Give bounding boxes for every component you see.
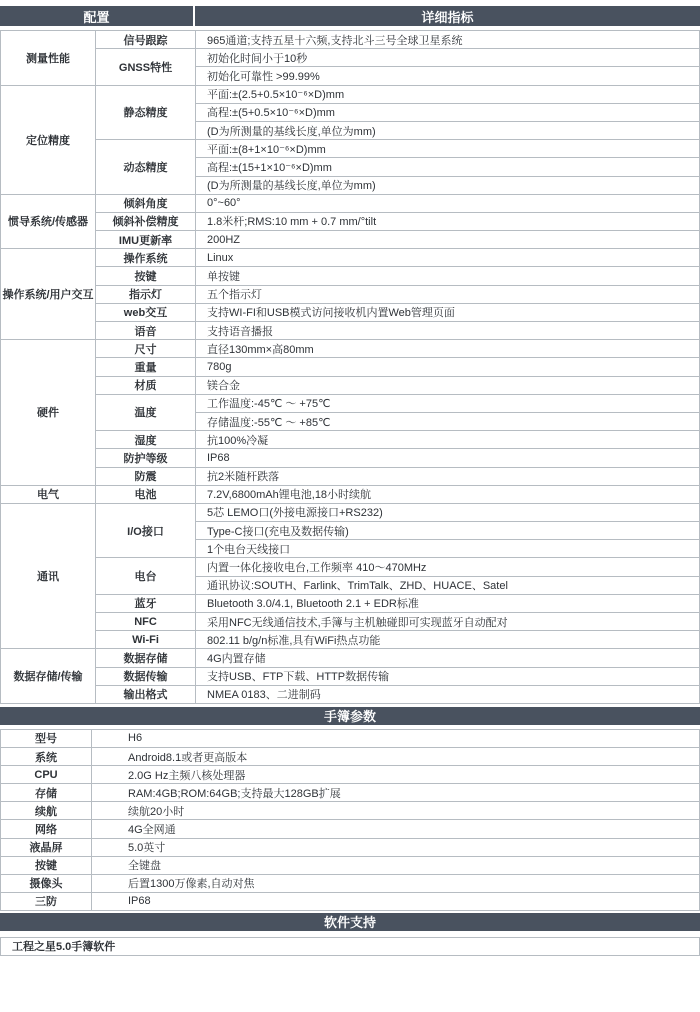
- spec-header-bar: [0, 6, 700, 26]
- handheld-value-cell: Android8.1或者更高版本: [92, 748, 700, 766]
- spec-row: [1, 249, 700, 267]
- spec-value-cell: (D为所测量的基线长度,单位为mm): [196, 176, 700, 194]
- category-cell: 通讯: [1, 503, 96, 649]
- spec-value-cell: (D为所测量的基线长度,单位为mm): [196, 121, 700, 139]
- spec-label-cell: 语音: [96, 322, 196, 340]
- spec-value-cell: 平面:±(2.5+0.5×10⁻⁶×D)mm: [196, 85, 700, 103]
- spec-label-cell: Wi-Fi: [96, 631, 196, 649]
- category-cell: 电气: [1, 485, 96, 503]
- category-cell: 操作系统/用户交互: [1, 249, 96, 340]
- spec-row: [1, 558, 700, 576]
- spec-label-cell: 倾斜补偿精度: [96, 212, 196, 230]
- category-cell: 定位精度: [1, 85, 96, 194]
- handheld-table: [0, 729, 700, 911]
- handheld-label-cell: 三防: [1, 892, 92, 910]
- spec-label-cell: 重量: [96, 358, 196, 376]
- spec-row: [1, 140, 700, 158]
- spec-value-cell: 初始化时间小于10秒: [196, 49, 700, 67]
- spec-row: [1, 667, 700, 685]
- config-column-header: 配置: [0, 6, 195, 26]
- spec-value-cell: 高程:±(5+0.5×10⁻⁶×D)mm: [196, 103, 700, 121]
- spec-row: [1, 231, 700, 249]
- spec-row: [1, 685, 700, 703]
- handheld-label-cell: 摄像头: [1, 874, 92, 892]
- spec-value-cell: 802.11 b/g/n标准,具有WiFi热点功能: [196, 631, 700, 649]
- spec-label-cell: NFC: [96, 613, 196, 631]
- spec-row: [1, 449, 700, 467]
- spec-row: [1, 649, 700, 667]
- handheld-row: [1, 838, 700, 856]
- spec-row: [1, 613, 700, 631]
- spec-row: [1, 285, 700, 303]
- category-cell: 测量性能: [1, 31, 96, 86]
- spec-table-body: [1, 31, 700, 704]
- spec-label-cell: 温度: [96, 394, 196, 430]
- handheld-table-body: [1, 729, 700, 910]
- handheld-label-cell: 网络: [1, 820, 92, 838]
- spec-value-cell: IP68: [196, 449, 700, 467]
- spec-label-cell: 动态精度: [96, 140, 196, 195]
- spec-label-cell: web交互: [96, 303, 196, 321]
- handheld-row: [1, 820, 700, 838]
- spec-row: [1, 31, 700, 49]
- handheld-value-cell: 后置1300万像素,自动对焦: [92, 874, 700, 892]
- spec-row: [1, 467, 700, 485]
- handheld-value-cell: 2.0G Hz主频八核处理器: [92, 766, 700, 784]
- spec-value-cell: 4G内置存储: [196, 649, 700, 667]
- handheld-row: [1, 802, 700, 820]
- handheld-label-cell: 液晶屏: [1, 838, 92, 856]
- handheld-row: [1, 729, 700, 747]
- spec-value-cell: 存储温度:-55℃ ～ +85℃: [196, 412, 700, 430]
- spec-label-cell: 数据存储: [96, 649, 196, 667]
- spec-label-cell: 操作系统: [96, 249, 196, 267]
- handheld-row: [1, 784, 700, 802]
- category-cell: 惯导系统/传感器: [1, 194, 96, 249]
- spec-value-cell: 通讯协议:SOUTH、Farlink、TrimTalk、ZHD、HUACE、Satel: [196, 576, 700, 594]
- spec-value-cell: 工作温度:-45℃ ～ +75℃: [196, 394, 700, 412]
- spec-row: [1, 358, 700, 376]
- spec-row: [1, 267, 700, 285]
- spec-value-cell: 抗2米随杆跌落: [196, 467, 700, 485]
- spec-value-cell: 965通道;支持五星十六频,支持北斗三号全球卫星系统: [196, 31, 700, 49]
- handheld-row: [1, 856, 700, 874]
- spec-row: [1, 376, 700, 394]
- spec-label-cell: I/O接口: [96, 503, 196, 558]
- spec-value-cell: 780g: [196, 358, 700, 376]
- spec-row: [1, 485, 700, 503]
- spec-label-cell: IMU更新率: [96, 231, 196, 249]
- spec-value-cell: 7.2V,6800mAh锂电池,18小时续航: [196, 485, 700, 503]
- spec-label-cell: 数据传输: [96, 667, 196, 685]
- spec-value-cell: 1.8米杆;RMS:10 mm + 0.7 mm/°tilt: [196, 212, 700, 230]
- spec-value-cell: 镁合金: [196, 376, 700, 394]
- spec-label-cell: 电池: [96, 485, 196, 503]
- spec-value-cell: 直径130mm×高80mm: [196, 340, 700, 358]
- spec-row: [1, 340, 700, 358]
- spec-label-cell: 材质: [96, 376, 196, 394]
- handheld-value-cell: RAM:4GB;ROM:64GB;支持最大128GB扩展: [92, 784, 700, 802]
- spec-value-cell: Linux: [196, 249, 700, 267]
- spec-row: [1, 49, 700, 67]
- spec-label-cell: 倾斜角度: [96, 194, 196, 212]
- spec-row: [1, 194, 700, 212]
- spec-table: [0, 30, 700, 704]
- spec-value-cell: 支持语音播报: [196, 322, 700, 340]
- spec-label-cell: 按键: [96, 267, 196, 285]
- handheld-value-cell: 5.0英寸: [92, 838, 700, 856]
- spec-label-cell: 指示灯: [96, 285, 196, 303]
- handheld-row: [1, 766, 700, 784]
- spec-row: [1, 631, 700, 649]
- software-item: 工程之星5.0手簿软件: [0, 937, 700, 956]
- spec-value-cell: 200HZ: [196, 231, 700, 249]
- category-cell: 数据存储/传输: [1, 649, 96, 704]
- spec-value-cell: 5芯 LEMO口(外接电源接口+RS232): [196, 503, 700, 521]
- spec-label-cell: GNSS特性: [96, 49, 196, 85]
- handheld-label-cell: 续航: [1, 802, 92, 820]
- spec-label-cell: 防护等级: [96, 449, 196, 467]
- spec-label-cell: 防震: [96, 467, 196, 485]
- spec-label-cell: 信号跟踪: [96, 31, 196, 49]
- spec-value-cell: 采用NFC无线通信技术,手簿与主机触碰即可实现蓝牙自动配对: [196, 613, 700, 631]
- category-cell: 硬件: [1, 340, 96, 486]
- spec-value-cell: 0°~60°: [196, 194, 700, 212]
- handheld-value-cell: H6: [92, 729, 700, 747]
- handheld-row: [1, 874, 700, 892]
- handheld-row: [1, 892, 700, 910]
- spec-label-cell: 尺寸: [96, 340, 196, 358]
- spec-row: [1, 85, 700, 103]
- handheld-section-bar: [0, 707, 700, 725]
- spec-row: [1, 322, 700, 340]
- detail-column-header: 详细指标: [421, 9, 474, 25]
- spec-value-cell: 五个指示灯: [196, 285, 700, 303]
- handheld-label-cell: 型号: [1, 729, 92, 747]
- software-section-title: 软件支持: [323, 915, 376, 931]
- spec-row: [1, 431, 700, 449]
- spec-value-cell: Type-C接口(充电及数据传输): [196, 522, 700, 540]
- handheld-row: [1, 748, 700, 766]
- spec-row: [1, 503, 700, 521]
- spec-value-cell: 1个电台天线接口: [196, 540, 700, 558]
- spec-value-cell: 内置一体化接收电台,工作频率 410～470MHz: [196, 558, 700, 576]
- handheld-value-cell: 4G全网通: [92, 820, 700, 838]
- handheld-section-title: 手簿参数: [323, 709, 376, 725]
- spec-value-cell: 支持USB、FTP下载、HTTP数据传输: [196, 667, 700, 685]
- spec-label-cell: 输出格式: [96, 685, 196, 703]
- spec-value-cell: NMEA 0183、二进制码: [196, 685, 700, 703]
- handheld-label-cell: 按键: [1, 856, 92, 874]
- software-section-bar: [0, 913, 700, 931]
- spec-row: [1, 594, 700, 612]
- spec-value-cell: 支持WI-FI和USB模式访问接收机内置Web管理页面: [196, 303, 700, 321]
- handheld-value-cell: 续航20小时: [92, 802, 700, 820]
- spec-value-cell: 平面:±(8+1×10⁻⁶×D)mm: [196, 140, 700, 158]
- spec-label-cell: 电台: [96, 558, 196, 594]
- spec-value-cell: Bluetooth 3.0/4.1, Bluetooth 2.1 + EDR标准: [196, 594, 700, 612]
- spec-value-cell: 初始化可靠性 >99.99%: [196, 67, 700, 85]
- handheld-label-cell: 存储: [1, 784, 92, 802]
- handheld-value-cell: IP68: [92, 892, 700, 910]
- spec-value-cell: 单按键: [196, 267, 700, 285]
- handheld-value-cell: 全键盘: [92, 856, 700, 874]
- handheld-label-cell: 系统: [1, 748, 92, 766]
- spec-value-cell: 高程:±(15+1×10⁻⁶×D)mm: [196, 158, 700, 176]
- spec-row: [1, 394, 700, 412]
- spec-label-cell: 湿度: [96, 431, 196, 449]
- spec-label-cell: 蓝牙: [96, 594, 196, 612]
- spec-row: [1, 212, 700, 230]
- spec-label-cell: 静态精度: [96, 85, 196, 140]
- handheld-label-cell: CPU: [1, 766, 92, 784]
- spec-row: [1, 303, 700, 321]
- spec-value-cell: 抗100%冷凝: [196, 431, 700, 449]
